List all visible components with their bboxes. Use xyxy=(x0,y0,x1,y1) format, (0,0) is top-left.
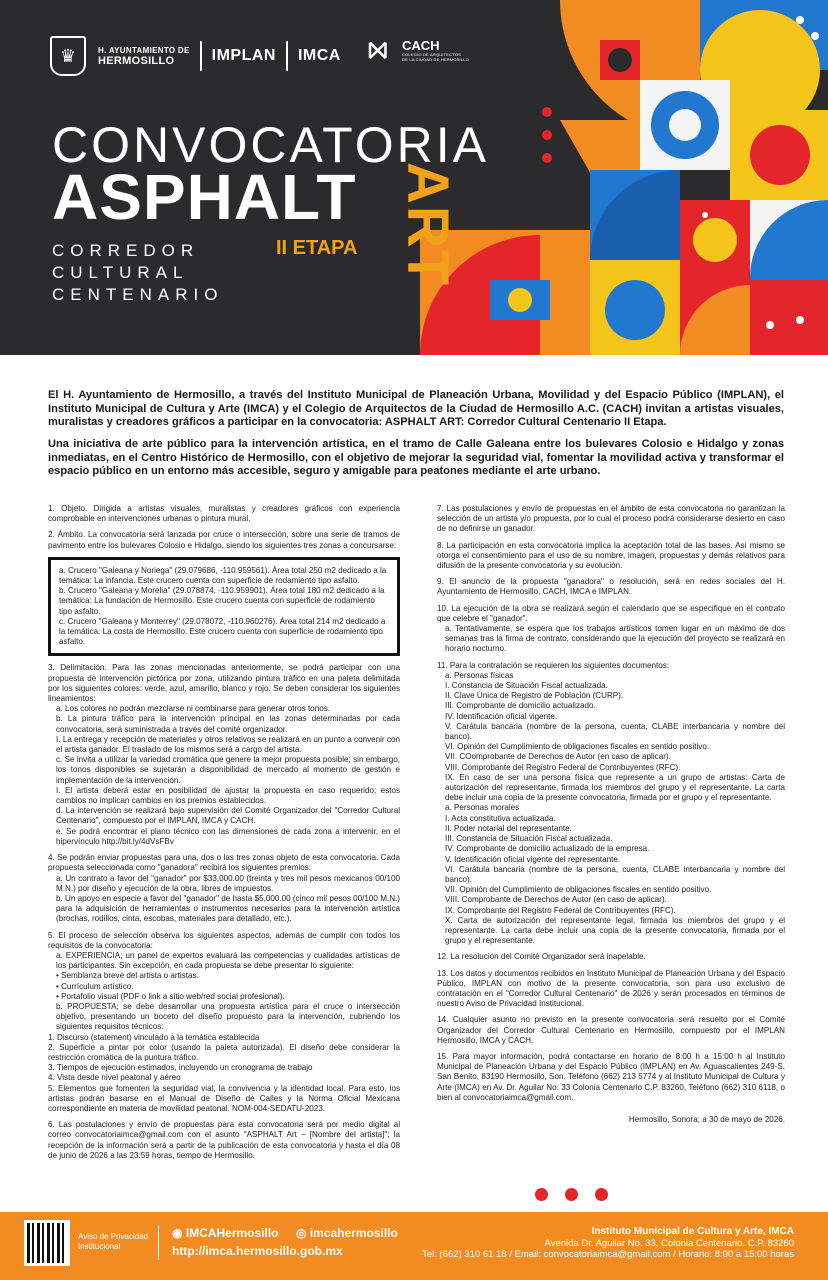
title-asphalt: ASPHALT xyxy=(52,161,357,233)
institution-name: Instituto Municipal de Cultura y Arte, IMCA xyxy=(591,1226,794,1237)
institution-contact: Tel: (662) 310 61 18 / Email: convocatoriaimca@gmail.com / Horario: 8:00 a 15:00 horas xyxy=(422,1249,794,1260)
instagram-handle: imcahermosillo xyxy=(309,1226,398,1240)
decorative-dots xyxy=(535,1188,608,1201)
corredor-line1: CORREDOR xyxy=(52,241,200,260)
section-line: b. La pintura tráfico para la intervención principal en las zonas determinadas por cada convocatoria, será suministrada a través del comité organizador. xyxy=(56,714,400,734)
section-line: a. Un contrato a favor del "ganador" por $33,000.00 (treinta y tres mil pesos mexicanos 00/100 M.N.) por diseño y ejecución de la obra, libres de impuestos. xyxy=(56,873,400,893)
dot-icon xyxy=(565,1188,578,1201)
section-line: 12. La resolución del Comité Organizador será inapelable. xyxy=(437,952,646,962)
facebook-icon: ◉ xyxy=(172,1226,186,1240)
section-right_column-7 xyxy=(437,1015,785,1046)
corredor-line2: CULTURAL xyxy=(52,263,189,282)
title-art: ART xyxy=(395,162,460,288)
instagram-link[interactable] xyxy=(296,1226,398,1240)
section-line: I. El artista deberá estar en posibilidad de ajustar la propuesta en caso requerido; estos cambios no implican cambios en los premios establecidos. xyxy=(56,785,400,806)
section-line: 3. Tiempos de ejecución estimados, incluyendo un cronograma de trabajo xyxy=(48,1063,313,1073)
section-line: IX. En caso de ser una persona física que represente a un grupo de artistas: Carta de autorización del representante, firmada los miembros del grupo y el representante. La carta debe incluir una copia de la presente convocatoria, firmada por el grupo y el representante. xyxy=(445,772,785,803)
section-line: IV. Comprobante de domicilio actualizado de la empresa. xyxy=(445,844,650,854)
dot-icon xyxy=(595,1188,608,1201)
imca-logo: IMCA xyxy=(297,47,341,64)
zone-item: c. Crucero "Galeana y Monterrey" (29.078072, -110.960276). Área total 214 m2 dedicado a la temática: La costa de Hermosillo. Este crucero cuenta con superficie de rodamiento tipo asfalto. xyxy=(59,616,386,647)
section-line: 8. La participación en esta convocatoria implica la aceptación total de las bases. Así mismo se otorga el consentimiento para el uso de su nombre, imagen, propuestas y demás relativos para difusión de la presente convocatoria y su evolución. xyxy=(437,540,785,571)
signature-date: Hermosillo, Sonora; a 30 de mayo de 2026. xyxy=(628,1114,785,1124)
section-line: 4. Vista desde nivel peatonal y aéreo xyxy=(48,1073,181,1083)
section-line: IX. Comprobante del Registro Federal de Contribuyentes (RFC). xyxy=(445,905,676,915)
qr-code-icon[interactable] xyxy=(24,1220,70,1266)
section-line: b. PROPUESTA; se debe desarrollar una propuesta artística para el cruce o intersección objetivo, presentando un boceto del diseño propuesto para la intervención, cubriendo los siguientes requisitos técnicos: xyxy=(56,1001,400,1032)
section-line: V. Identificación oficial vigente del representante. xyxy=(445,854,621,864)
section-line: 9. El anuncio de la propuesta "ganadora" o resolución, será en redes sociales del H. Ayuntamiento de Hermosillo, CACH, IMCA e IMPLAN. xyxy=(437,577,785,597)
section-line: a. Personas físicas xyxy=(445,670,514,680)
section-line: II. Clave Única de Registro de Población (CURP). xyxy=(445,691,624,701)
zone-item: b. Crucero "Galeana y Morelia" (29.078874, -110.959901). Área total 180 m2 dedicado a la temática: La fundación de Hermosillo. Este crucero cuenta con superficie de rodamiento tipo asfalto. xyxy=(59,586,385,616)
section-line: 5. Elementos que fomenten la seguridad vial, la convivencia y la identidad local. Para esto, los artistas podrán basarse en el Manual de Diseño de Calles y la Norma Oficial Mexicana correspondiente en materia de movilidad peatonal. NOM-004-SEDATU-2023. xyxy=(48,1083,400,1113)
dot-icon xyxy=(535,1188,548,1201)
section-line: V. Carátula bancaria (nombre de la persona, cuenta, CLABE interbancaria y nombre del banco). xyxy=(445,721,785,742)
intro-paragraph-1: El H. Ayuntamiento de Hermosillo, a través del Instituto Municipal de Planeación Urbana, Movilidad y del Espacio Público (IMPLAN), el Instituto Municipal de Cultura y Arte (IMCA) y el Colegio de Arquitectos de la Ciudad de Hermosillo A.C. (CACH) invitan a artistas visuales, muralistas y creadores gráficos a participar en la convocatoria: ASPHALT ART: Corredor Cultural Centenario II Etapa. xyxy=(48,389,784,428)
section-left_column-2 xyxy=(48,663,400,847)
section-line: a. Tentativamente, se espera que los trabajos artísticos tomen lugar en un máximo de dos semanas tras la firma de contrato, considerando que la ejecución del proyecto se realizará en horario nocturno. xyxy=(445,624,785,654)
section-line: a. EXPERIENCIA; un panel de expertos evaluará las competencias y cualidades artísticas de los participantes. Sin excepción, en cada propuesta se debe presentar lo siguiente: xyxy=(56,950,400,971)
section-line: 2. Superficie a pintar por color (usando la paleta autorizada). El diseño debe considerar la restricción cromática de la puntura tráfico. xyxy=(48,1042,400,1062)
section-right_column-3 xyxy=(437,604,785,655)
section-right_column-1 xyxy=(437,541,785,572)
section-line: 2. Ámbito. La convocatoria será lanzada por cruce o intersección, sobre una serie de tramos de pavimento entre los bulevares Colosio e Hidalgo, siendo los siguientes tres zonas a concursarse: xyxy=(48,530,400,550)
section-line: a. Los colores no podrán mezclarse ni combinarse para generar otros tonos. xyxy=(56,704,330,714)
section-line: X. Carta de autorización del representante legal, firmada los miembros del grupo y el representante. La carta debe incluir una copia de la presente convocatoria, firmada por el grupo y el representante. xyxy=(445,915,785,946)
section-left_column-5 xyxy=(48,1120,400,1161)
section-line: 15. Para mayor información, podrá contactarse en horario de 8:00 h a 15:00 h al Instituto Municipal de Planeación Urbana y del Espacio Público (IMPLAN) en Av. Aguascalientes 249-S, San Benito, 83190 Hermosillo, Son. Teléfono (662) 213 5774 y al Instituto Municipal de Cultura y Arte (IMCA) en Av. Dr. Aguilar No. 33 Colonia Centenario C.P. 83260, Teléfono (662) 310 6118, o bien al convocatoriaimca@gmail.com. xyxy=(437,1051,785,1102)
section-line: b. Un apoyo en especie a favor del "ganador" de hasta $5,000.00 (cinco mil pesos 00/100 M.N.) para la adquisición de herramientas o instrumentos necesarios para la intervención artística (brochas, rodillos, cinta, escobas, materiales para detallado, etc.). xyxy=(56,893,400,924)
section-left_column-0 xyxy=(48,504,400,524)
section-line: I. La entrega y recepción de materiales y otros relativos se realizará en un punto a convenir con el artista ganador. El traslado de los mismos será a cargo del artista. xyxy=(56,734,400,755)
cach-mark-icon: ⨝ xyxy=(368,37,388,64)
section-line: VIII. Comprobante de Derechos de Autor (en caso de aplicar). xyxy=(445,895,667,905)
hero-banner xyxy=(0,0,828,355)
section-line: a. Personas morales xyxy=(445,803,520,813)
section-line: III. Constancia de Situación Fiscal actualizada. xyxy=(445,834,613,844)
section-line: 14. Cualquier asunto no previsto en la presente convocatoria será resuelto por el Comité Organizador del Corredor Cultural Centenario en Hermosillo, compuesto por el IMPLAN Hermosillo, IMCA y CACH. xyxy=(437,1015,785,1045)
cach-sub2: DE LA CIUDAD DE HERMOSILLO xyxy=(402,57,469,62)
section-left_column-1 xyxy=(48,530,400,550)
section-line: 5. El proceso de selección observa los siguientes aspectos, además de cumplir con todos los requisitos de la convocatoria: xyxy=(48,930,400,950)
ayuntamiento-line1: H. AYUNTAMIENTO DE xyxy=(98,46,190,55)
etapa-label: II ETAPA xyxy=(276,237,358,259)
facebook-link[interactable] xyxy=(172,1226,279,1240)
section-line: I. Constancia de Situación Fiscal actualizada. xyxy=(445,681,608,691)
section-line: • Semblanza breve del artista o artistas. xyxy=(56,971,199,981)
footer xyxy=(0,1212,828,1280)
section-left_column-3 xyxy=(48,853,400,924)
section-line: I. Acta constitutiva actualizada. xyxy=(445,813,556,823)
ayuntamiento-line2: HERMOSILLO xyxy=(98,55,175,67)
section-line: 13. Los datos y documentos recibidos en Instituto Municipal de Planeación Urbana y del Espacio Público, IMPLAN con motivo de la presente convocatoria, son para uso exclusivo de contratación en el "Corredor Cultural Centenario" de 2026 y serán procesados en términos de nuestro Aviso de Privacidad Institucional. xyxy=(437,968,785,1009)
left-column xyxy=(48,504,400,1167)
section-line: • Portafolio visual (PDF o link a sitio web/red social profesional). xyxy=(56,991,285,1001)
instagram-icon: ◎ xyxy=(296,1226,310,1240)
website-link[interactable]: http://imca.hermosillo.gob.mx xyxy=(172,1244,343,1258)
institution-address: Avenida Dr. Aguilar No. 33, Colonia Centenario. C.P. 83260 xyxy=(544,1237,794,1249)
section-line: c. Se invita a utilizar la variedad cromática que genere la mejor propuesta posible; sin embargo, los tonos disponibles se sujetarán a disponibilidad de mercado al momento de gestión e implementación de la intervención. xyxy=(56,755,400,785)
ayuntamiento-logo xyxy=(98,46,190,66)
section-line: 6. Las postulaciones y envío de propuestas para esta convocatoria será por medio digital al correo convocatoriaimca@gmail.com con el asunto "ASPHALT Art – [Nombre del artista]"; la recepción de la información será a partir de la publicación de esta convocatoria y hasta el día 08 de junio de 2026 a las 23:59 horas, tiempo de Hermosillo. xyxy=(48,1120,400,1160)
privacy-notice-label[interactable]: Aviso de Privacidad Institucional xyxy=(78,1232,149,1251)
section-left_column-4 xyxy=(48,931,400,1115)
section-line: VIII. Comprobante del Registro Federal de Contribuyentes (RFC). xyxy=(445,762,681,772)
section-line: 1. Discurso (statement) vinculado a la temática establecida xyxy=(48,1032,260,1042)
right-column xyxy=(437,504,785,1125)
section-line: II. Poder notarial del representante. xyxy=(445,823,572,833)
section-line: 4. Se podrán enviar propuestas para una, dos o las tres zonas objeto de esta convocatoria. Cada propuesta seleccionada como "ganadora" recibirá los siguientes premios: xyxy=(48,853,400,873)
corredor-cultural-title xyxy=(52,240,223,306)
section-line: 3. Delimitación. Para las zonas mencionadas anteriormente, se podrá participar con una propuesta de intervención pictórica por zona, utilizando pintura tráfico en una paleta delimitada por los siguientes colores: verde, azul, amarillo, blanco y rojo. Se deben considerar los siguientes lineamientos: xyxy=(48,663,400,704)
section-right_column-4 xyxy=(437,661,785,947)
section-line: IV. Identificación oficial vigente. xyxy=(445,711,558,721)
section-line: • Currículum artístico. xyxy=(56,981,134,991)
zone-item: a. Crucero "Galeana y Noriega" (29.079686, -110.959561). Área total 250 m2 dedicado a la temática: La infancia. Este crucero cuenta con superficie de rodamiento tipo asfalto. xyxy=(59,565,387,586)
hermosillo-crest-icon: ♛ xyxy=(50,36,86,76)
title-convocatoria: CONVOCATORIA xyxy=(52,117,489,173)
intro-paragraph-2: Una iniciativa de arte público para la intervención artística, en el tramo de Calle Galeana entre los bulevares Colosio e Hidalgo y zonas inmediatas, en el Centro Histórico de Hermosillo, con el objetivo de mejorar la seguridad vial, fomentar la movilidad activa y transformar el espacio público en un entorno más accesible, seguro y amigable para peatones mediante el arte urbano. xyxy=(48,438,784,477)
section-line: III. Comprobante de domicilio actualizado. xyxy=(445,701,596,711)
logo-divider xyxy=(286,41,288,71)
section-line: VII. COomprobante de Derechos de Autor (en caso de aplicar). xyxy=(445,752,671,762)
section-line: 10. La ejecución de la obra se realizará según el calendario que se especifique en el contrato que celebre el "ganador". xyxy=(437,603,785,623)
partner-logos xyxy=(50,36,341,76)
section-right_column-0 xyxy=(437,504,785,535)
section-right_column-8 xyxy=(437,1052,785,1103)
corredor-line3: CENTENARIO xyxy=(52,285,224,304)
section-line: 11. Para la contratación se requieren los siguientes documentos: xyxy=(437,660,670,670)
facebook-handle: IMCAHermosillo xyxy=(185,1226,279,1240)
cach-logo xyxy=(368,38,469,64)
cach-sub1: COLEGIO DE ARQUITECTOS xyxy=(402,52,462,57)
logo-divider xyxy=(200,41,202,71)
section-line: VI. Carátula bancaria (nombre de la persona, cuenta, CLABE interbancaria y nombre del banco). xyxy=(445,864,785,884)
footer-contact xyxy=(422,1226,794,1261)
section-right_column-2 xyxy=(437,577,785,597)
section-line: VI. Opinión del Cumplimiento de obligaciones fiscales en sentido positivo. xyxy=(445,742,710,752)
section-line: d. La intervención se realizará bajo supervisión del Comité Organizador del "Corredor Cultural Centenario", compuesto por el IMPLAN, IMCA y CACH. xyxy=(56,806,400,826)
zones-box xyxy=(48,557,400,657)
section-right_column-6 xyxy=(437,969,785,1010)
section-line: 1. Objeto. Dirigida a artistas visuales, muralistas y creadores gráficos con experiencia comprobable en intervenciones urbanas o pintura mural. xyxy=(48,504,400,524)
footer-divider xyxy=(158,1226,159,1260)
cach-name: CACH xyxy=(402,38,440,53)
section-line: VII. Opinión del Cumplimiento de obligaciones fiscales en sentido positivo. xyxy=(445,885,712,895)
section-line: 7. Las postulaciones y envío de propuestas en el ámbito de esta convocatoria no garantizan la selección de un artista y/o propuesta, por lo cual el proceso podrá considerarse desierto en caso de no definirse un ganador. xyxy=(437,504,785,534)
section-line: e. Se podrá encontrar el plano técnico con las dimensiones de cada zona a intervenir, en el hipervínculo http://bit.ly/4dVsFBv xyxy=(56,826,400,846)
implan-logo: IMPLAN xyxy=(211,47,276,64)
section-right_column-5 xyxy=(437,952,785,962)
